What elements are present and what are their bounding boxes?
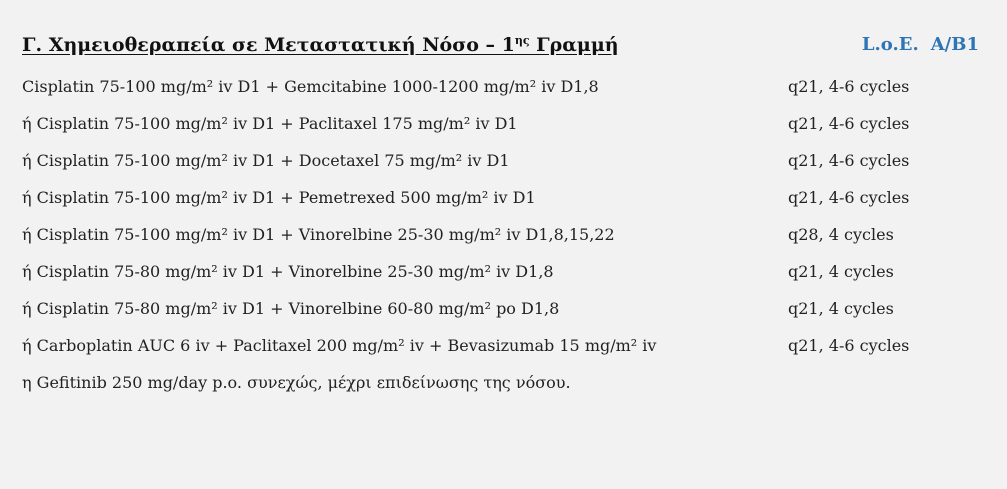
section-title-end: Γραμμή	[529, 34, 619, 56]
section-title-superscript: ης	[514, 34, 530, 47]
regimen-schedule: q21, 4-6 cycles	[788, 114, 910, 133]
regimen-row	[22, 223, 982, 260]
regimen-text: ή Carboplatin AUC 6 iv + Paclitaxel 200 mg/m² iv + Bevasizumab 15 mg/m² iv	[22, 336, 657, 355]
regimen-text: Cisplatin 75-100 mg/m² iv D1 + Gemcitabine 1000-1200 mg/m² iv D1,8	[22, 77, 599, 96]
loe-value: A/B1	[930, 34, 979, 55]
section-title	[22, 34, 619, 56]
level-of-evidence	[862, 34, 979, 55]
regimen-schedule: q21, 4-6 cycles	[788, 151, 910, 170]
regimen-text: ή Cisplatin 75-100 mg/m² iv D1 + Pemetrexed 500 mg/m² iv D1	[22, 188, 536, 207]
regimen-text: ή Cisplatin 75-100 mg/m² iv D1 + Paclitaxel 175 mg/m² iv D1	[22, 114, 518, 133]
regimen-row	[22, 149, 982, 186]
regimen-row	[22, 75, 982, 112]
regimen-row	[22, 112, 982, 149]
regimen-text: ή Cisplatin 75-100 mg/m² iv D1 + Docetaxel 75 mg/m² iv D1	[22, 151, 510, 170]
regimen-list	[22, 75, 982, 408]
regimen-row	[22, 297, 982, 334]
loe-label: L.o.E.	[861, 34, 919, 55]
regimen-row	[22, 371, 982, 408]
regimen-schedule: q28, 4 cycles	[788, 225, 894, 244]
section-header	[22, 34, 979, 62]
regimen-schedule: q21, 4-6 cycles	[788, 188, 910, 207]
regimen-row	[22, 186, 982, 223]
regimen-text: ή Cisplatin 75-80 mg/m² iv D1 + Vinorelbine 25-30 mg/m² iv D1,8	[22, 262, 554, 281]
regimen-schedule: q21, 4 cycles	[788, 299, 894, 318]
regimen-text: ή Cisplatin 75-100 mg/m² iv D1 + Vinorelbine 25-30 mg/m² iv D1,8,15,22	[22, 225, 615, 244]
regimen-schedule: q21, 4 cycles	[788, 262, 894, 281]
regimen-row	[22, 260, 982, 297]
regimen-text: η Gefitinib 250 mg/day p.o. συνεχώς, μέχρι επιδείνωσης της νόσου.	[22, 373, 571, 392]
regimen-schedule: q21, 4-6 cycles	[788, 336, 910, 355]
regimen-text: ή Cisplatin 75-80 mg/m² iv D1 + Vinorelbine 60-80 mg/m² po D1,8	[22, 299, 560, 318]
regimen-row	[22, 334, 982, 371]
section-title-main: Γ. Χημειοθεραπεία σε Μεταστατική Νόσο – 1	[22, 34, 515, 56]
regimen-schedule: q21, 4-6 cycles	[788, 77, 910, 96]
